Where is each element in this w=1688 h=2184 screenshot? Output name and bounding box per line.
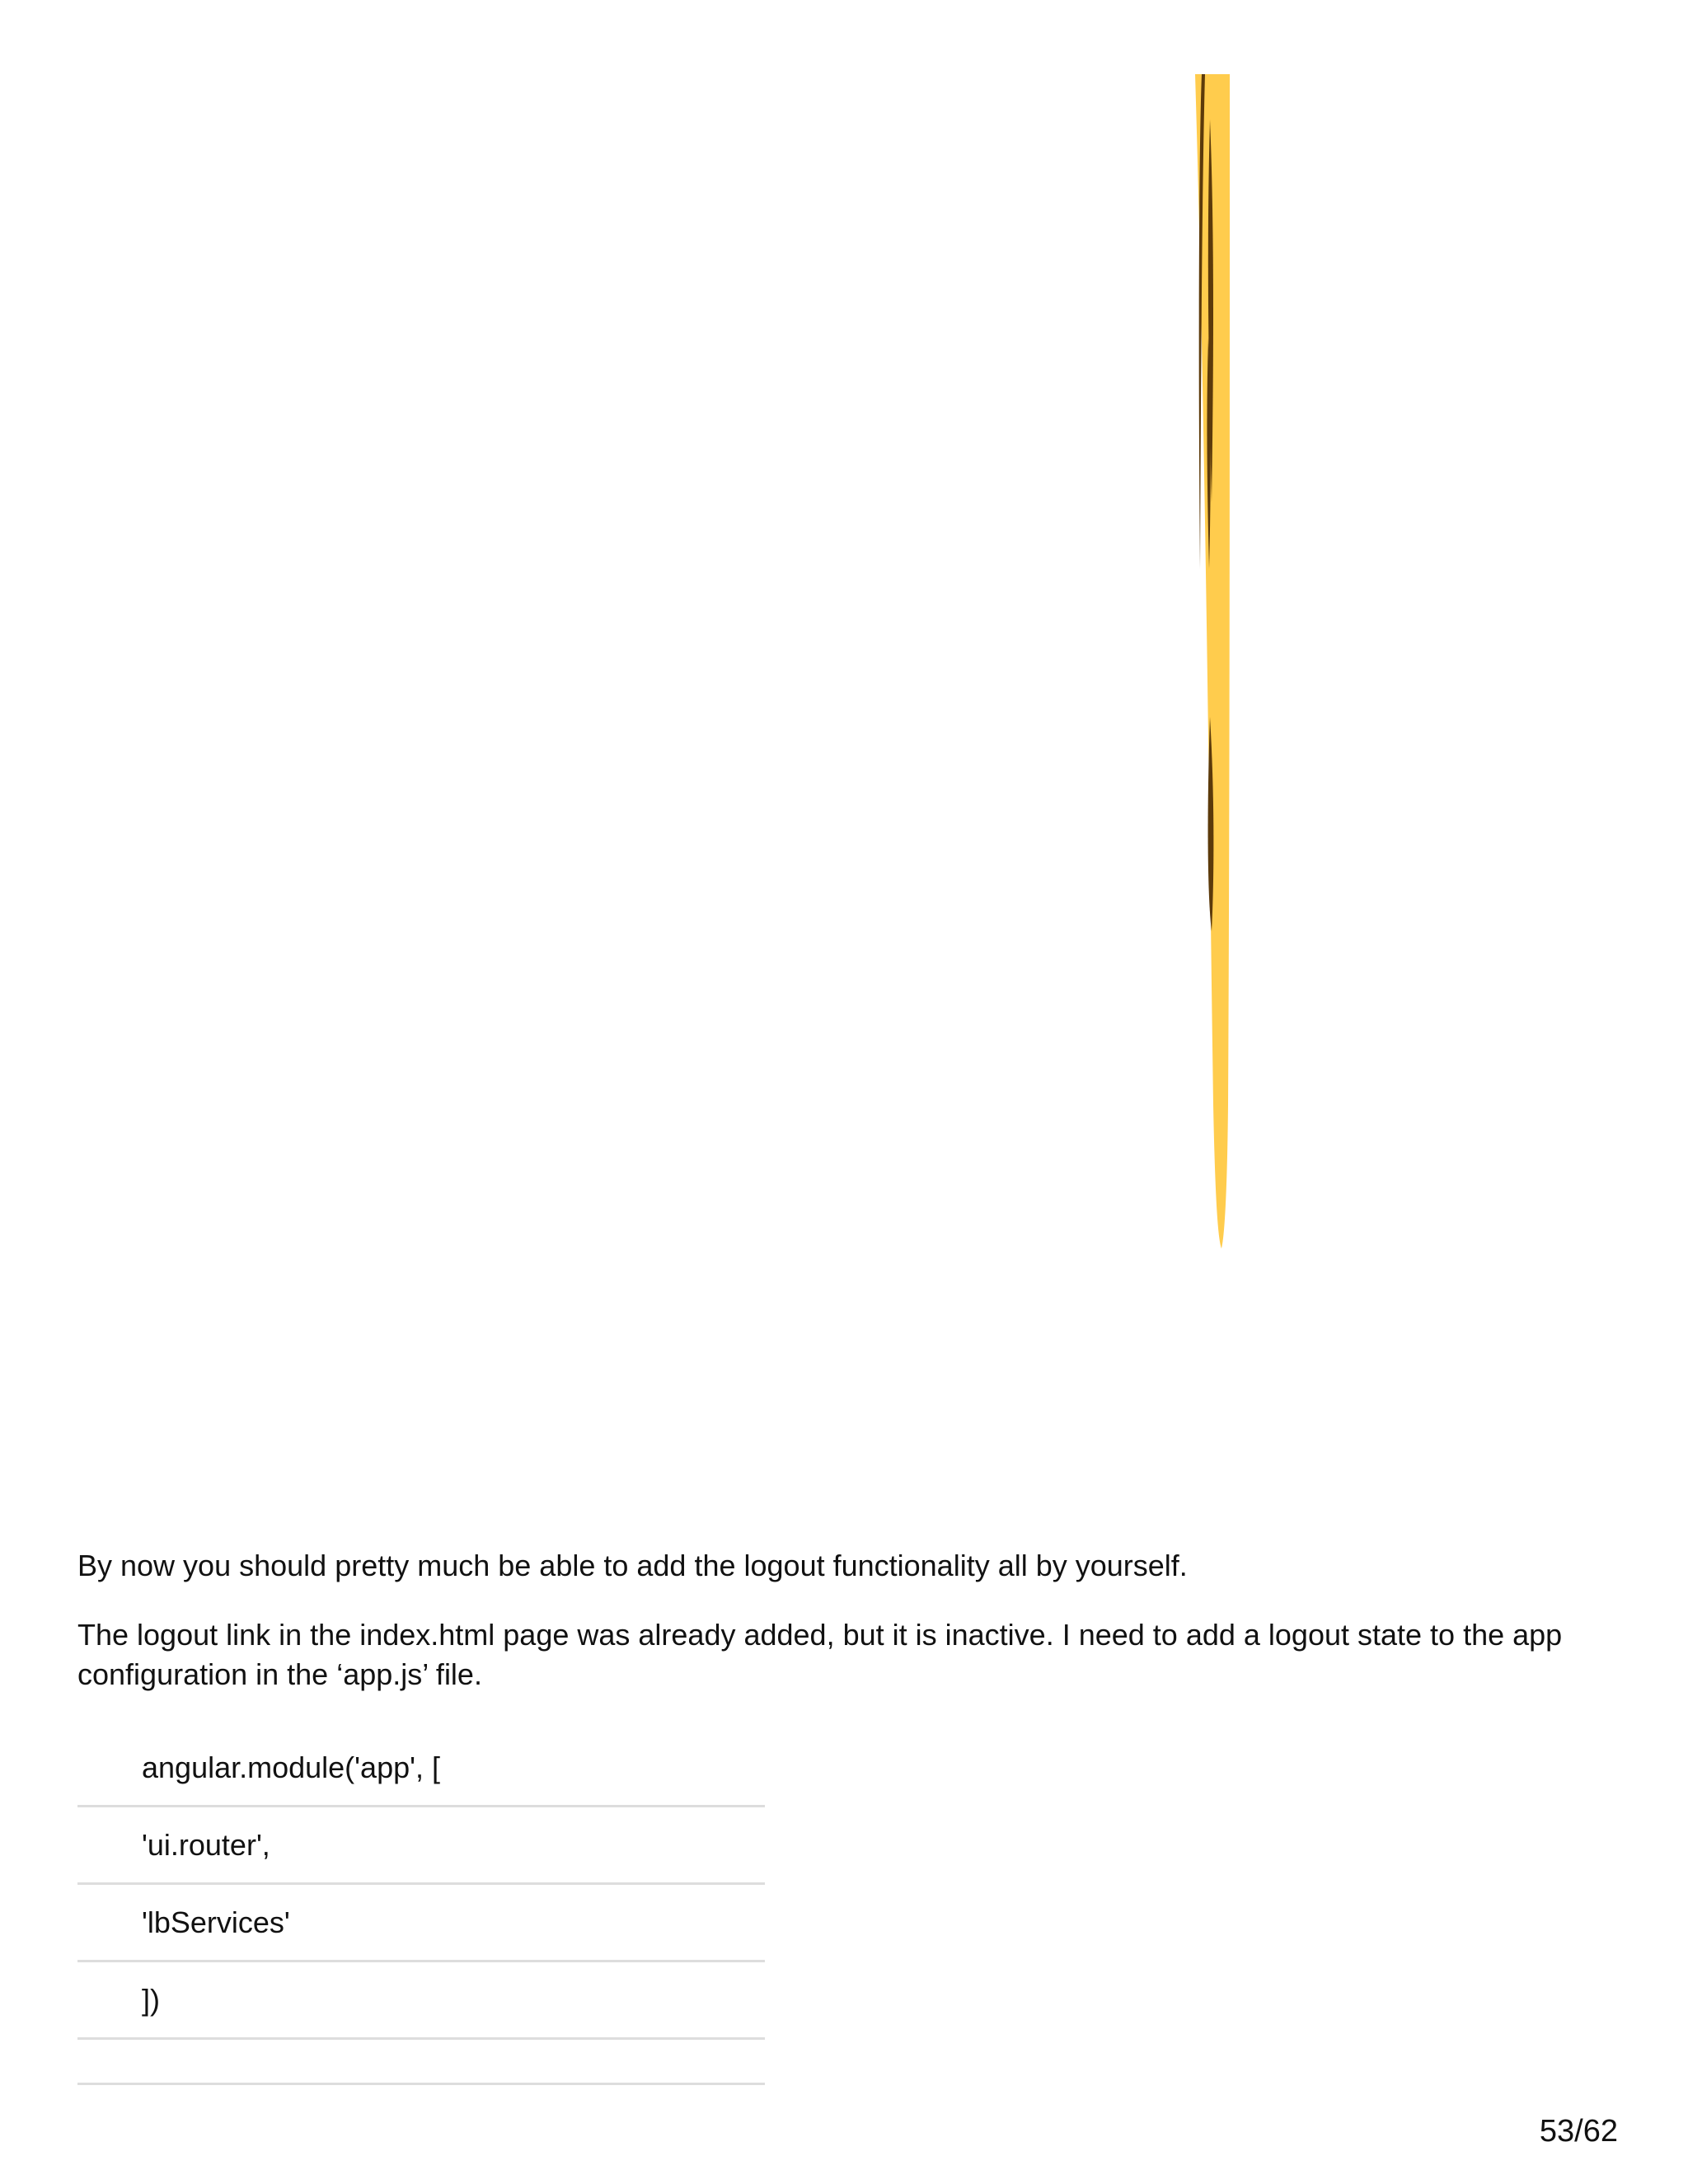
page-number: 53/62 [1539,2114,1618,2149]
code-line: ]) [77,1962,765,2040]
code-table [77,1730,765,2085]
code-line-empty [77,2040,765,2085]
paragraph-intro: By now you should pretty much be able to add the logout functionality all by yourself. [77,1549,1188,1582]
code-line: 'lbServices' [77,1885,765,1962]
paragraph-logout-state: The logout link in the index.html page was already added, but it is inactive. I need to add a logout state to the app configuration in the ‘app.js’ file. [77,1618,1563,1691]
code-line: angular.module('app', [ [77,1730,765,1807]
code-line: 'ui.router', [77,1807,765,1885]
pencil-tip-icon [1187,74,1236,1249]
